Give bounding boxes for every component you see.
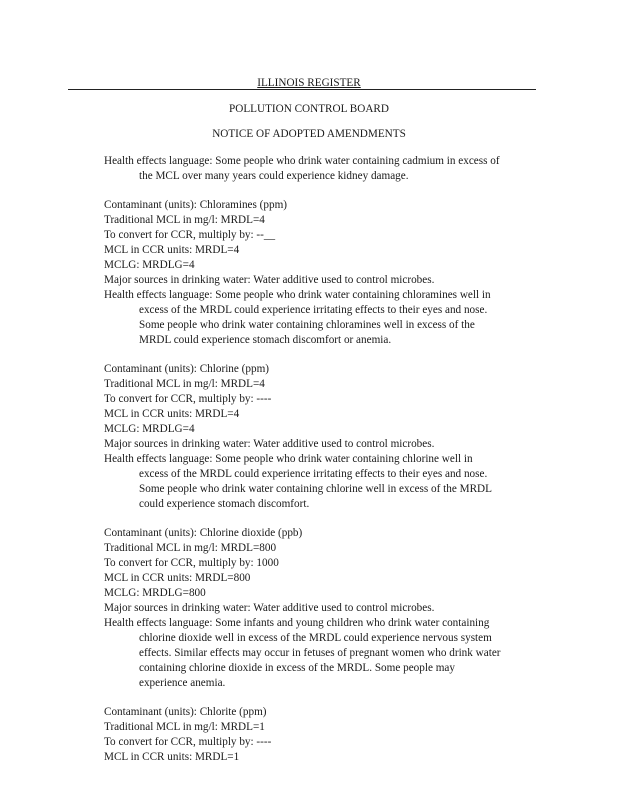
document-body [104,154,544,765]
health-effects-line: Some people who drink water containing chloramines well in excess of the [139,319,475,331]
field-traditional-mcl: Traditional MCL in mg/l: MRDL=4 [104,214,265,226]
field-contaminant: Contaminant (units): Chlorine dioxide (ppb) [104,527,303,539]
notice-title: NOTICE OF ADOPTED AMENDMENTS [212,128,406,140]
field-health-effects: Health effects language: Some people who drink water containing chloramines well in [104,289,491,301]
field-mcl-ccr: MCL in CCR units: MRDL=1 [104,751,240,763]
field-mclg: MCLG: MRDLG=4 [104,423,195,435]
intro-line: the MCL over many years could experience kidney damage. [139,170,409,182]
field-health-effects: Health effects language: Some infants and young children who drink water containing [104,617,490,629]
field-major-sources: Major sources in drinking water: Water additive used to control microbes. [104,274,435,286]
field-mcl-ccr: MCL in CCR units: MRDL=4 [104,244,240,256]
field-contaminant: Contaminant (units): Chlorine (ppm) [104,363,269,375]
field-major-sources: Major sources in drinking water: Water additive used to control microbes. [104,438,435,450]
intro-line: Health effects language: Some people who drink water containing cadmium in excess of [104,155,500,167]
field-contaminant: Contaminant (units): Chloramines (ppm) [104,199,288,211]
health-effects-line: experience anemia. [139,677,226,689]
field-traditional-mcl: Traditional MCL in mg/l: MRDL=1 [104,721,265,733]
contaminant-entry-chlorine-dioxide [104,526,544,691]
field-mclg: MCLG: MRDLG=800 [104,587,206,599]
field-convert-multiplier: To convert for CCR, multiply by: --__ [104,229,276,241]
contaminant-entry-chlorite [104,705,544,765]
contaminant-entry-chloramines [104,198,544,348]
health-effects-line: Some people who drink water containing chlorine well in excess of the MRDL [139,483,492,495]
field-convert-multiplier: To convert for CCR, multiply by: ---- [104,393,272,405]
field-mclg: MCLG: MRDLG=4 [104,259,195,271]
health-effects-line: effects. Similar effects may occur in fetuses of pregnant women who drink water [139,647,501,659]
field-convert-multiplier: To convert for CCR, multiply by: ---- [104,736,272,748]
contaminant-entry-chlorine [104,362,544,512]
field-traditional-mcl: Traditional MCL in mg/l: MRDL=800 [104,542,277,554]
register-title: ILLINOIS REGISTER [257,77,361,89]
intro-paragraph [104,154,544,184]
board-title: POLLUTION CONTROL BOARD [229,103,389,115]
health-effects-line: excess of the MRDL could experience irritating effects to their eyes and nose. [139,304,488,316]
field-major-sources: Major sources in drinking water: Water additive used to control microbes. [104,602,435,614]
field-convert-multiplier: To convert for CCR, multiply by: 1000 [104,557,279,569]
field-mcl-ccr: MCL in CCR units: MRDL=800 [104,572,251,584]
health-effects-line: chlorine dioxide well in excess of the MRDL could experience nervous system [139,632,492,644]
field-contaminant: Contaminant (units): Chlorite (ppm) [104,706,267,718]
field-health-effects: Health effects language: Some people who drink water containing chlorine well in [104,453,473,465]
health-effects-line: containing chlorine dioxide in excess of the MRDL. Some people may [139,662,455,674]
field-traditional-mcl: Traditional MCL in mg/l: MRDL=4 [104,378,265,390]
health-effects-line: excess of the MRDL could experience irritating effects to their eyes and nose. [139,468,488,480]
health-effects-line: MRDL could experience stomach discomfort or anemia. [139,334,392,346]
field-mcl-ccr: MCL in CCR units: MRDL=4 [104,408,240,420]
health-effects-line: could experience stomach discomfort. [139,498,310,510]
